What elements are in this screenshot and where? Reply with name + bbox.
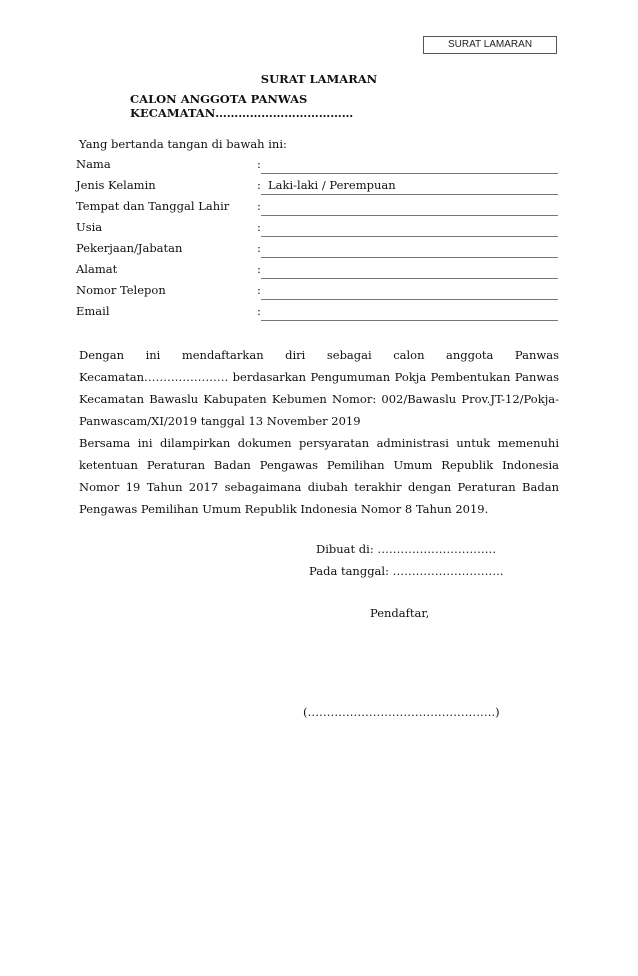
field-colon: : <box>257 283 261 297</box>
form-field-jenis-kelamin <box>76 176 558 196</box>
field-colon: : <box>257 220 261 234</box>
document-subtitle: CALON ANGGOTA PANWAS KECAMATAN……………………………… <box>130 92 354 120</box>
field-label: Tempat dan Tanggal Lahir <box>76 199 230 213</box>
field-underline <box>261 278 558 279</box>
place-line: Dibuat di: …………………………. <box>316 542 497 556</box>
signature-name-placeholder: (………………………………………….) <box>303 705 500 719</box>
field-underline <box>261 173 558 174</box>
form-field-nama <box>76 155 558 175</box>
field-label: Pekerjaan/Jabatan <box>76 241 183 255</box>
attachment-paragraph: Bersama ini dilampirkan dokumen persyaratan administrasi untuk memenuhi ketentuan Peraturan Badan Pengawas Pemilihan Umum Republik Indonesia Nomor 19 Tahun 2017 sebagaimana diubah terakhir dengan Peraturan Badan Pengawas Pemilihan Umum Republik Indonesia Nomor 8 Tahun 2019. <box>79 436 559 516</box>
field-label: Email <box>76 304 110 318</box>
registration-paragraph: Dengan ini mendaftarkan diri sebagai calon anggota Panwas Kecamatan…………………. berdasarkan Pengumuman Pokja Pembentukan Panwas Kecamatan Bawaslu Kabupaten Kebumen Nomor: 002/Bawaslu Prov.JT-12/Pokja-Panwascam/XI/2019 tanggal 13 November 2019 <box>79 348 559 428</box>
field-label: Alamat <box>76 262 118 276</box>
field-underline <box>261 236 558 237</box>
field-colon: : <box>257 262 261 276</box>
field-colon: : <box>257 199 261 213</box>
document-type-label: SURAT LAMARAN <box>423 36 557 54</box>
field-label: Jenis Kelamin <box>76 178 156 192</box>
field-colon: : <box>257 157 261 171</box>
field-label: Usia <box>76 220 103 234</box>
field-colon: : <box>257 178 261 192</box>
intro-text: Yang bertanda tangan di bawah ini: <box>79 137 287 151</box>
field-underline <box>261 215 558 216</box>
form-field-tempat-tanggal-lahir <box>76 197 558 217</box>
form-field-nomor-telepon <box>76 281 558 301</box>
field-colon: : <box>257 241 261 255</box>
form-field-alamat <box>76 260 558 280</box>
field-value: Laki-laki / Perempuan <box>268 178 396 192</box>
field-label: Nomor Telepon <box>76 283 166 297</box>
signer-role: Pendaftar, <box>370 606 430 620</box>
form-field-pekerjaan-jabatan <box>76 239 558 259</box>
field-label: Nama <box>76 157 111 171</box>
form-field-usia <box>76 218 558 238</box>
form-field-email <box>76 302 558 322</box>
field-underline <box>261 257 558 258</box>
field-underline <box>261 299 558 300</box>
document-title: SURAT LAMARAN <box>260 72 378 86</box>
field-colon: : <box>257 304 261 318</box>
field-underline <box>261 194 558 195</box>
date-line: Pada tanggal: ……………………….. <box>309 564 504 578</box>
field-underline <box>261 320 558 321</box>
